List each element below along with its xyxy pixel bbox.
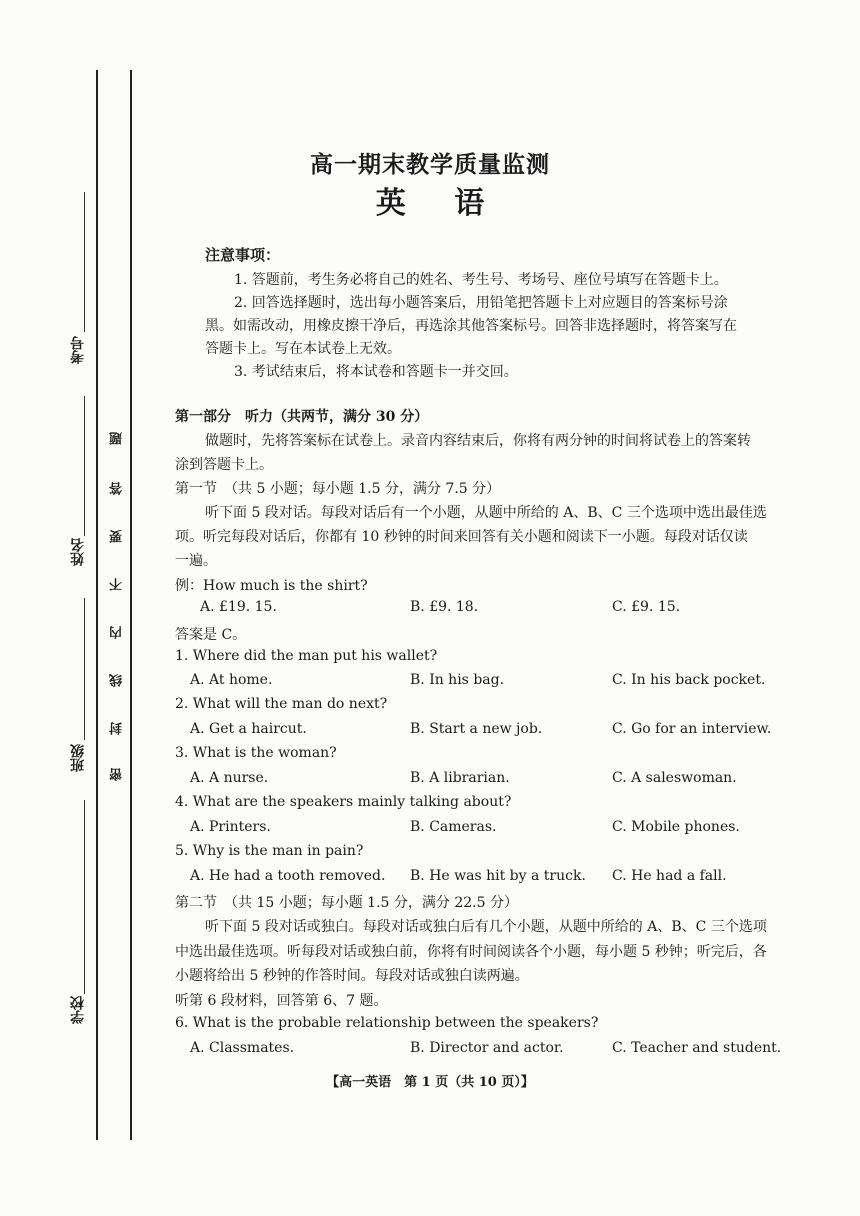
binding-line-outer bbox=[96, 70, 98, 1140]
seal-char: 封 bbox=[110, 722, 125, 735]
seal-char: 不 bbox=[110, 578, 125, 591]
school-label: 学校 bbox=[70, 996, 86, 1024]
notice-item: 答题卡上。写在本试卷上无效。 bbox=[205, 341, 401, 357]
option-c[interactable]: C. In his back pocket. bbox=[612, 672, 766, 688]
notice-item: 3. 考试结束后，将本试卷和答题卡一并交回。 bbox=[234, 364, 518, 380]
class-label: 班级 bbox=[70, 744, 86, 772]
seal-char: 答 bbox=[110, 482, 125, 495]
section1-intro: 听下面 5 段对话。每段对话后有一个小题，从题中所给的 A、B、C 三个选项中选出最佳选 bbox=[205, 505, 767, 521]
seal-char: 线 bbox=[110, 674, 125, 687]
seal-char: 题 bbox=[110, 432, 125, 445]
notice-item: 1. 答题前，考生务必将自己的姓名、考生号、考场号、座位号填写在答题卡上。 bbox=[234, 272, 728, 288]
material-note: 听第 6 段材料，回答第 6、7 题。 bbox=[175, 993, 388, 1009]
option-b[interactable]: B. He was hit by a truck. bbox=[410, 868, 586, 884]
option-c[interactable]: C. Go for an interview. bbox=[612, 721, 772, 737]
notice-item: 2. 回答选择题时，选出每小题答案后，用铅笔把答题卡上对应题目的答案标号涂 bbox=[234, 295, 728, 311]
option-b[interactable]: B. Start a new job. bbox=[410, 721, 543, 737]
section1-intro: 项。听完每段对话后，你都有 10 秒钟的时间来回答有关小题和阅读下一小题。每段对话仅读 bbox=[175, 529, 748, 545]
option-b[interactable]: B. A librarian. bbox=[410, 770, 510, 786]
notice-item: 黑。如需改动，用橡皮擦干净后，再选涂其他答案标号。回答非选择题时，将答案写在 bbox=[205, 318, 737, 334]
seal-char: 内 bbox=[110, 626, 125, 639]
subject-title: 英 语 bbox=[375, 186, 485, 221]
option-b[interactable]: B. Director and actor. bbox=[410, 1040, 564, 1056]
option-a[interactable]: A. Classmates. bbox=[190, 1040, 295, 1056]
section1-intro: 一遍。 bbox=[175, 553, 217, 569]
seal-char: 密 bbox=[110, 768, 125, 781]
option-b[interactable]: B. Cameras. bbox=[410, 819, 497, 835]
binding-line-inner bbox=[130, 70, 132, 1140]
school-field[interactable] bbox=[84, 800, 85, 994]
option-c[interactable]: C. Mobile phones. bbox=[612, 819, 740, 835]
option-a[interactable]: A. A nurse. bbox=[190, 770, 269, 786]
example-question: 例：How much is the shirt? bbox=[175, 578, 368, 594]
option-c[interactable]: C. A saleswoman. bbox=[612, 770, 737, 786]
section1-heading: 第一节 （共 5 小题；每小题 1.5 分，满分 7.5 分） bbox=[175, 481, 501, 497]
example-option-c: C. £9. 15. bbox=[612, 599, 681, 615]
name-label: 姓名 bbox=[70, 538, 86, 566]
part1-intro: 涂到答题卡上。 bbox=[175, 457, 273, 473]
part1-intro: 做题时，先将答案标在试卷上。录音内容结束后，你将有两分钟的时间将试卷上的答案转 bbox=[205, 433, 751, 449]
page-footer: 【高一英语 第 1 页（共 10 页）】 bbox=[326, 1075, 534, 1090]
option-a[interactable]: A. Printers. bbox=[190, 819, 271, 835]
option-b[interactable]: B. In his bag. bbox=[410, 672, 505, 688]
section2-intro: 听下面 5 段对话或独白。每段对话或独白后有几个小题，从题中所给的 A、B、C 三个选项 bbox=[205, 919, 767, 935]
exam-number-label: 考号 bbox=[70, 336, 86, 364]
class-field[interactable] bbox=[84, 598, 85, 740]
name-field[interactable] bbox=[84, 396, 85, 536]
question: 6. What is the probable relationship between the speakers? bbox=[175, 1015, 599, 1031]
option-a[interactable]: A. At home. bbox=[190, 672, 273, 688]
example-answer: 答案是 C。 bbox=[175, 627, 247, 643]
part1-heading: 第一部分 听力（共两节，满分 30 分） bbox=[175, 409, 429, 425]
section2-intro: 中选出最佳选项。听每段对话或独白前，你将有时间阅读各个小题，每小题 5 秒钟；听完后，各 bbox=[175, 944, 767, 960]
option-a[interactable]: A. Get a haircut. bbox=[190, 721, 307, 737]
option-c[interactable]: C. He had a fall. bbox=[612, 868, 727, 884]
option-a[interactable]: A. He had a tooth removed. bbox=[190, 868, 386, 884]
section2-intro: 小题将给出 5 秒钟的作答时间。每段对话或独白读两遍。 bbox=[175, 968, 529, 984]
question: 4. What are the speakers mainly talking about? bbox=[175, 794, 512, 810]
exam-title: 高一期末教学质量监测 bbox=[310, 151, 550, 178]
example-option-a: A. £19. 15. bbox=[200, 599, 277, 615]
notice-heading: 注意事项： bbox=[205, 246, 281, 264]
question: 2. What will the man do next? bbox=[175, 696, 388, 712]
section2-heading: 第二节 （共 15 小题；每小题 1.5 分，满分 22.5 分） bbox=[175, 895, 518, 911]
question: 3. What is the woman? bbox=[175, 745, 337, 761]
option-c[interactable]: C. Teacher and student. bbox=[612, 1040, 782, 1056]
question: 5. Why is the man in pain? bbox=[175, 843, 364, 859]
seal-char: 要 bbox=[110, 530, 125, 543]
question: 1. Where did the man put his wallet? bbox=[175, 648, 438, 664]
example-option-b: B. £9. 18. bbox=[410, 599, 479, 615]
